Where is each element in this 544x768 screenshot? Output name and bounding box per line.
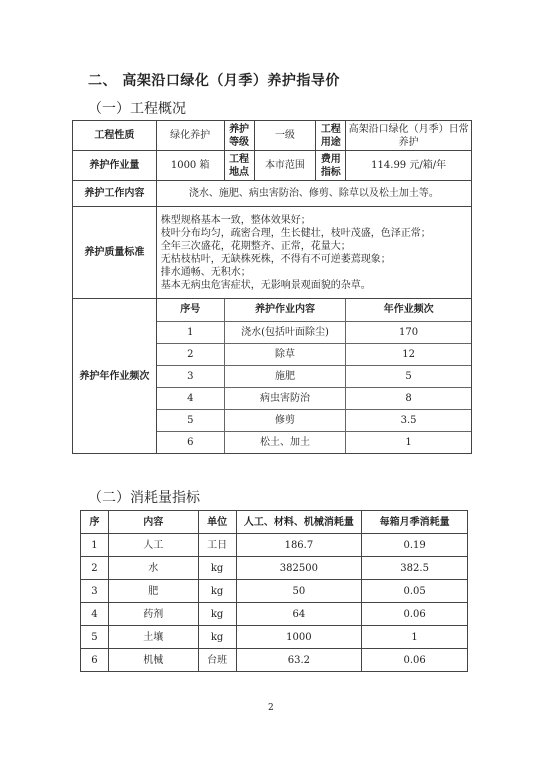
frequency-cell: 1 [157,321,225,343]
volume-value: 1000 箱 [156,151,224,181]
consumption-cell: 药剂 [108,603,198,626]
cost-value: 114.99 元/箱/年 [346,151,472,181]
nature-value: 绿化养护 [156,121,224,151]
frequency-cell: 4 [157,387,225,409]
consumption-cell: 6 [81,649,109,672]
consumption-cell: 肥 [108,580,198,603]
consumption-cell: 0.06 [362,603,468,626]
frequency-label: 养护年作业频次 [73,299,157,454]
consumption-cell: kg [198,557,236,580]
consumption-cell: 382500 [236,557,362,580]
frequency-cell: 3.5 [346,409,471,431]
location-label: 工程地点 [224,151,254,181]
consumption-row [81,580,468,603]
consumption-cell: 机械 [108,649,198,672]
frequency-cell: 松土、加土 [224,431,345,453]
consumption-cell: 1 [362,626,468,649]
consumption-cell: 382.5 [362,557,468,580]
consumption-cell: 人工 [108,534,198,557]
frequency-header-count: 年作业频次 [346,299,471,321]
consumption-cell: 工日 [198,534,236,557]
cost-label: 费用指标 [316,151,346,181]
frequency-cell: 170 [346,321,471,343]
subsection-title-consumption: （二）消耗量指标 [88,490,200,506]
frequency-cell: 除草 [224,343,345,365]
frequency-header-index: 序号 [157,299,225,321]
consumption-cell: 水 [108,557,198,580]
consumption-row [81,557,468,580]
quality-line: 枝叶分布均匀，疏密合理，生长健壮，枝叶茂盛，色泽正常； [160,227,431,239]
consumption-cell: 1 [81,534,109,557]
consumption-cell: 0.06 [362,649,468,672]
frequency-row [157,431,471,453]
overview-table [72,120,472,454]
grade-value: 一级 [254,121,316,151]
overview-row-frequency [73,299,472,454]
frequency-header-row [157,299,471,321]
consumption-cell: 土壤 [108,626,198,649]
nature-label: 工程性质 [73,121,157,151]
frequency-header-task: 养护作业内容 [224,299,345,321]
frequency-cell: 3 [157,365,225,387]
subsection-title-overview: （一）工程概况 [88,101,186,117]
consumption-cell: 64 [236,603,362,626]
frequency-cell: 6 [157,431,225,453]
consumption-row [81,534,468,557]
overview-row-1 [73,121,472,151]
consumption-cell: kg [198,626,236,649]
consumption-cell: 0.19 [362,534,468,557]
frequency-row [157,387,471,409]
consumption-cell: 5 [81,626,109,649]
volume-label: 养护作业量 [73,151,157,181]
frequency-cell: 8 [346,387,471,409]
overview-row-quality [73,207,472,299]
overview-row-2 [73,151,472,181]
frequency-cell: 浇水(包括叶面除尘) [224,321,345,343]
consumption-cell: 台班 [198,649,236,672]
content-value: 浇水、施肥、病虫害防治、修剪、除草以及松土加土等。 [156,181,471,207]
frequency-row [157,365,471,387]
consumption-table [80,510,468,672]
frequency-row [157,343,471,365]
section-title: 二、 高架沿口绿化（月季）养护指导价 [88,73,340,89]
frequency-cell: 病虫害防治 [224,387,345,409]
location-value: 本市范围 [254,151,316,181]
consumption-header-per-box: 每箱月季消耗量 [362,511,468,534]
use-label: 工程用途 [316,121,346,151]
frequency-cell: 施肥 [224,365,345,387]
frequency-table [157,299,471,453]
consumption-cell: 2 [81,557,109,580]
quality-line: 基本无病虫危害症状，无影响景观面貌的杂草。 [160,279,371,291]
frequency-cell: 修剪 [224,409,345,431]
quality-standards [156,207,471,299]
quality-line: 全年三次盛花，花期整齐、正常，花量大； [160,240,351,252]
page-number: 2 [268,703,274,713]
consumption-header-row [81,511,468,534]
use-value: 高架沿口绿化（月季）日常养护 [346,121,472,151]
consumption-cell: 186.7 [236,534,362,557]
consumption-cell: 50 [236,580,362,603]
frequency-cell: 5 [157,409,225,431]
quality-line: 株型规格基本一致，整体效果好； [160,214,311,226]
consumption-cell: 1000 [236,626,362,649]
consumption-cell: 3 [81,580,109,603]
consumption-header-index: 序 [81,511,109,534]
consumption-row [81,626,468,649]
frequency-cell: 1 [346,431,471,453]
consumption-cell: 0.05 [362,580,468,603]
frequency-cell: 2 [157,343,225,365]
frequency-cell: 5 [346,365,471,387]
consumption-row [81,649,468,672]
frequency-row [157,321,471,343]
frequency-row [157,409,471,431]
frequency-cell: 12 [346,343,471,365]
consumption-row [81,603,468,626]
content-label: 养护工作内容 [73,181,157,207]
grade-label: 养护等级 [224,121,254,151]
consumption-header-content: 内容 [108,511,198,534]
overview-row-content [73,181,472,207]
consumption-cell: kg [198,580,236,603]
quality-line: 无枯枝枯叶，无缺株死株，不得有不可逆萎蔫现象； [160,253,391,265]
quality-line: 排水通畅、无积水； [160,266,251,278]
consumption-header-total: 人工、材料、机械消耗量 [236,511,362,534]
consumption-cell: 4 [81,603,109,626]
consumption-header-unit: 单位 [198,511,236,534]
quality-label: 养护质量标准 [73,207,157,299]
consumption-cell: kg [198,603,236,626]
consumption-cell: 63.2 [236,649,362,672]
